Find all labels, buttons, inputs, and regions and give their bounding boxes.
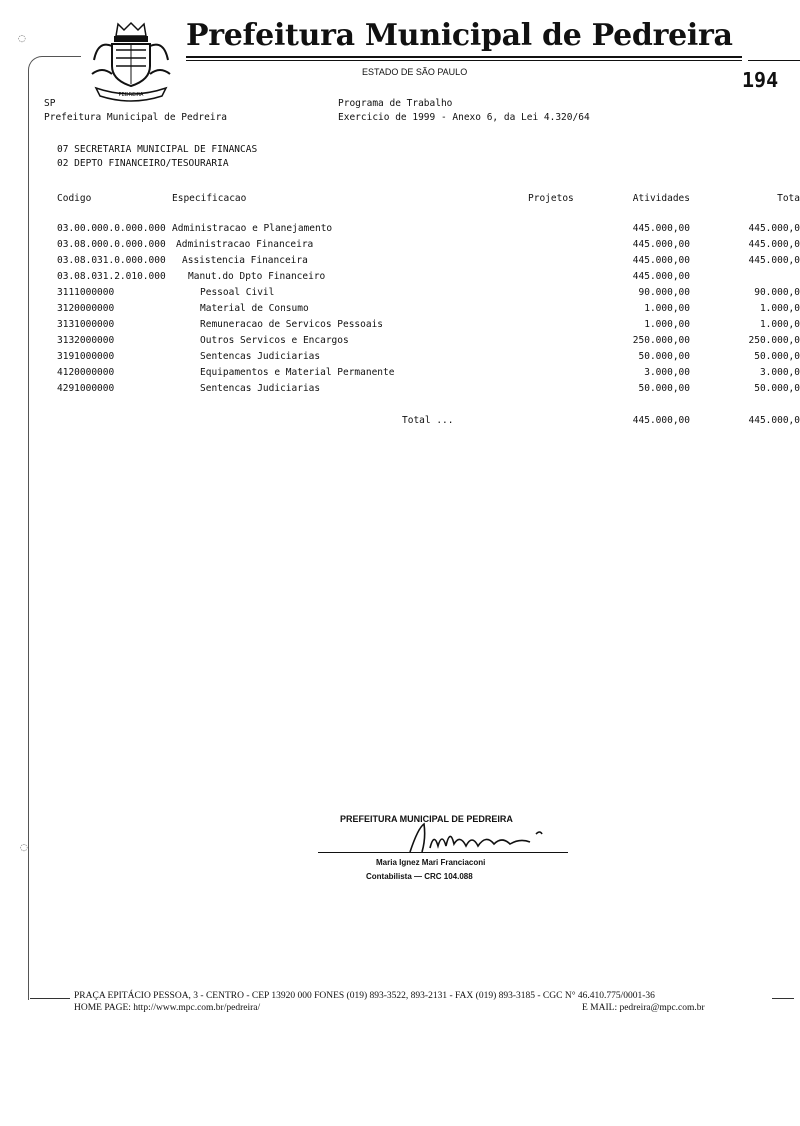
row-atividades: 445.000,00 xyxy=(632,239,690,250)
letterhead-rule-thin xyxy=(186,60,742,61)
row-atividades: 250.000,00 xyxy=(632,335,690,346)
row-total: 90.000,0 xyxy=(754,287,800,298)
letterhead-title: Prefeitura Municipal de Pedreira xyxy=(186,18,733,53)
margin-line xyxy=(28,70,29,1000)
punch-mark: ◌ xyxy=(20,843,28,853)
letterhead-state: ESTADO DE SÃO PAULO xyxy=(362,67,468,77)
footer-rule-right xyxy=(772,998,794,999)
row-code: 3132000000 xyxy=(57,335,115,346)
row-total: 445.000,0 xyxy=(748,223,800,234)
col-header-total: Tota xyxy=(777,193,800,204)
row-spec: Outros Servicos e Encargos xyxy=(200,335,349,346)
row-spec: Pessoal Civil xyxy=(200,287,275,298)
letterhead-rule xyxy=(186,56,742,58)
svg-text:PEDREIRA: PEDREIRA xyxy=(118,92,144,98)
signature-role: Contabilista — CRC 104.088 xyxy=(366,872,473,881)
row-spec: Remuneracao de Servicos Pessoais xyxy=(200,319,384,330)
footer-email: E MAIL: pedreira@mpc.com.br xyxy=(582,1003,705,1013)
row-total: 50.000,0 xyxy=(754,351,800,362)
page-number: 194 xyxy=(742,68,779,92)
signature-line xyxy=(318,852,568,853)
col-header-projetos: Projetos xyxy=(528,193,574,204)
row-code: 03.08.031.0.000.000 xyxy=(57,255,166,266)
row-code: 03.08.031.2.010.000 xyxy=(57,271,166,282)
row-code: 3191000000 xyxy=(57,351,115,362)
footer-rule-left xyxy=(30,998,70,999)
row-spec: Material de Consumo xyxy=(200,303,309,314)
col-header-codigo: Codigo xyxy=(57,193,92,204)
header-entity: Prefeitura Municipal de Pedreira xyxy=(44,112,228,123)
row-atividades: 50.000,00 xyxy=(638,383,690,394)
row-spec: Sentencas Judiciarias xyxy=(200,351,321,362)
header-state: SP xyxy=(44,98,56,109)
row-spec: Sentencas Judiciarias xyxy=(200,383,321,394)
header-program: Programa de Trabalho xyxy=(338,98,453,109)
row-spec: Assistencia Financeira xyxy=(182,255,308,266)
row-code: 03.00.000.0.000.000 xyxy=(57,223,166,234)
col-header-atividades: Atividades xyxy=(632,193,690,204)
total-total: 445.000,0 xyxy=(748,415,800,426)
total-atividades: 445.000,00 xyxy=(632,415,690,426)
footer-address: PRAÇA EPITÁCIO PESSOA, 3 - CENTRO - CEP 13920 000 FONES (019) 893-3522, 893-2131 - FAX (019) 893-3185 - CGC N° 46.410.775/0001-36 xyxy=(74,991,655,1001)
row-spec: Manut.do Dpto Financeiro xyxy=(188,271,326,282)
row-total: 250.000,0 xyxy=(748,335,800,346)
row-total: 445.000,0 xyxy=(748,239,800,250)
row-code: 4291000000 xyxy=(57,383,115,394)
row-code: 3111000000 xyxy=(57,287,115,298)
row-atividades: 1.000,00 xyxy=(644,303,690,314)
row-code: 03.08.000.0.000.000 xyxy=(57,239,166,250)
footer-homepage: HOME PAGE: http://www.mpc.com.br/pedreira/ xyxy=(74,1003,261,1013)
row-atividades: 90.000,00 xyxy=(638,287,690,298)
signature-name: Maria Ignez Mari Franciaconi xyxy=(376,858,486,867)
row-total: 3.000,0 xyxy=(759,367,800,378)
row-code: 3131000000 xyxy=(57,319,115,330)
row-total: 1.000,0 xyxy=(759,319,800,330)
signature-organization: PREFEITURA MUNICIPAL DE PEDREIRA xyxy=(340,814,513,824)
row-atividades: 50.000,00 xyxy=(638,351,690,362)
unit-secretaria: 07 SECRETARIA MUNICIPAL DE FINANCAS xyxy=(57,144,258,155)
row-code: 3120000000 xyxy=(57,303,115,314)
row-total: 1.000,0 xyxy=(759,303,800,314)
margin-curve xyxy=(28,56,81,75)
unit-departamento: 02 DEPTO FINANCEIRO/TESOURARIA xyxy=(57,158,229,169)
row-spec: Administracao e Planejamento xyxy=(172,223,333,234)
col-header-especificacao: Especificacao xyxy=(172,193,247,204)
row-atividades: 445.000,00 xyxy=(632,223,690,234)
row-atividades: 3.000,00 xyxy=(644,367,690,378)
row-total: 445.000,0 xyxy=(748,255,800,266)
letterhead-rule-right xyxy=(748,60,800,61)
row-code: 4120000000 xyxy=(57,367,115,378)
municipal-coat-of-arms-icon xyxy=(88,20,174,102)
row-total: 50.000,0 xyxy=(754,383,800,394)
header-exercise: Exercicio de 1999 - Anexo 6, da Lei 4.320/64 xyxy=(338,112,590,123)
row-spec: Equipamentos e Material Permanente xyxy=(200,367,395,378)
total-label: Total ... xyxy=(402,415,454,426)
row-atividades: 1.000,00 xyxy=(644,319,690,330)
row-atividades: 445.000,00 xyxy=(632,255,690,266)
punch-mark: ◌ xyxy=(18,34,26,44)
row-atividades: 445.000,00 xyxy=(632,271,690,282)
row-spec: Administracao Financeira xyxy=(176,239,314,250)
